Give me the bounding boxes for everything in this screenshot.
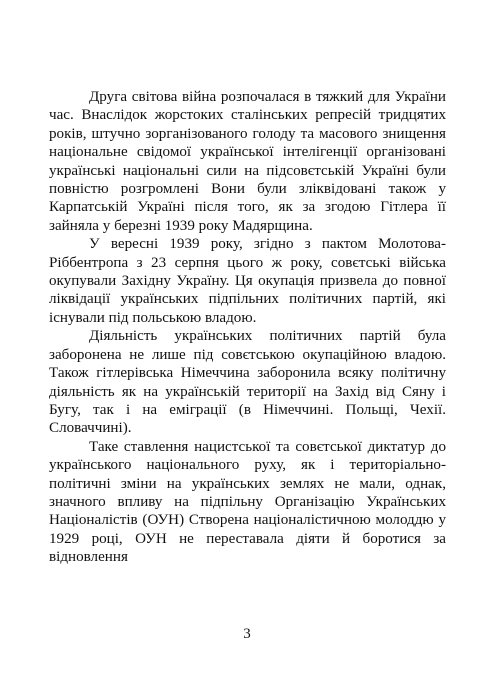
page-number: 3 [243,626,251,642]
paragraph-3: Діяльність українських політичних партій була заборонена не лише під совєтською окупаційною владою. Також гітлерівська Німеччина заборонила всяку політичну діяльність як на українській території на Захід від Сяну і Бугу, так і на еміграції (в Німеччині. Польщі, Чехії. Словаччині). [49,328,446,437]
paragraph-1: Друга світова війна розпочалася в тяжкий для України час. Внаслідок жорстоких сталінських репресій тридцятих років, штучно зорганізованого голоду та масового знищення національне свідомої української інтелігенції організовані українські національні сили на підсовєтській Україні були повністю розгромлені Вони були зліквідовані також у Карпатській Україні після того, як за згодою Гітлера її зайняла у березні 1939 року Мадярщина. [49,89,446,234]
body-text [49,88,446,567]
paragraph-2: У вересні 1939 року, згідно з пактом Молотова-Ріббентропа з 23 серпня цього ж року, совєтські війська окупували Західну Україну. Ця окупація призвела до повної ліквідації українських підпільних політичних партій, які існували під польською владою. [49,236,446,326]
paragraph-4: Таке ставлення нацистської та совєтської диктатур до українського національного руху, як і територіально-політичні зміни на українських землях не мали, однак, значного впливу на підпільну Організацію Українських Націоналістів (ОУН) Створена націоналістичною молоддю у 1929 році, ОУН не переставала діяти й боротися за відновлення [49,438,446,566]
